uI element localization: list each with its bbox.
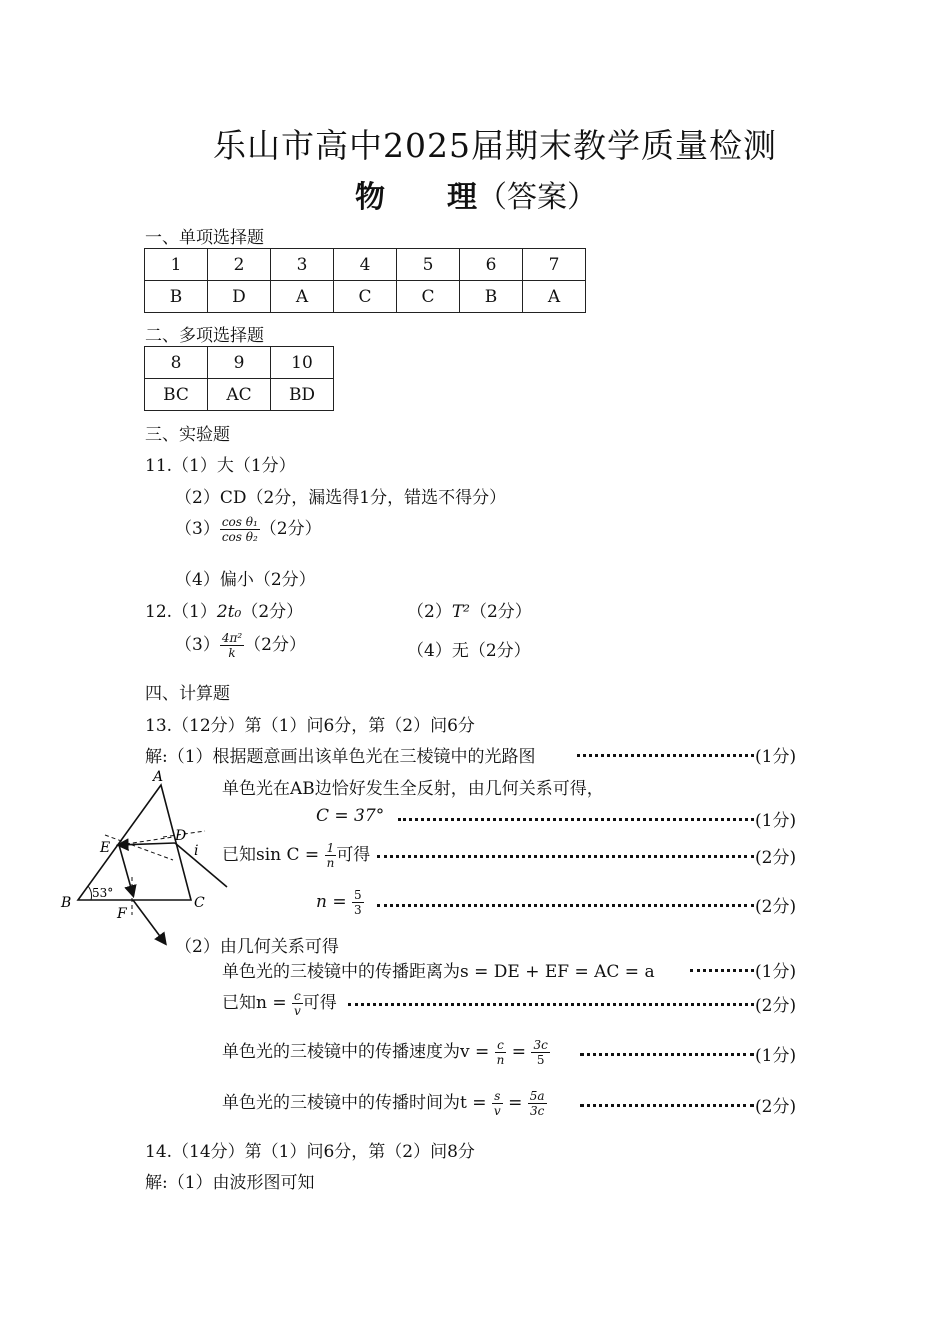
q13-line8-prefix: 已知n = bbox=[222, 993, 293, 1013]
leader-dots bbox=[577, 754, 754, 757]
q13-line10 bbox=[222, 1088, 547, 1118]
fraction-denominator: 3 bbox=[354, 903, 362, 917]
leader-dots bbox=[580, 1104, 754, 1107]
q12-part2-math: T² bbox=[451, 602, 470, 622]
leader-dots bbox=[580, 1053, 754, 1056]
q13-line10-prefix: 单色光的三棱镜中的传播时间为t = bbox=[222, 1093, 492, 1113]
score-label: (1分) bbox=[755, 962, 797, 982]
table-cell: 8 bbox=[145, 347, 208, 379]
subject-note: （答案） bbox=[477, 180, 597, 215]
section3-heading: 三、实验题 bbox=[145, 425, 230, 445]
label-c: C bbox=[194, 895, 205, 911]
single-choice-table bbox=[144, 248, 586, 313]
leader-dots bbox=[377, 904, 754, 907]
q13-line1: 解:（1）根据题意画出该单色光在三棱镜中的光路图 bbox=[145, 747, 536, 767]
label-b: B bbox=[61, 895, 72, 911]
page-title: 乐山市高中2025届期末教学质量检测 bbox=[213, 126, 777, 165]
label-e: E bbox=[100, 840, 111, 856]
table-cell: 9 bbox=[208, 347, 271, 379]
table-cell: 4 bbox=[334, 249, 397, 281]
q13-line5 bbox=[316, 888, 364, 917]
table-cell: 5 bbox=[397, 249, 460, 281]
q13-line5-prefix: n = bbox=[316, 892, 353, 912]
label-f: F bbox=[117, 906, 127, 922]
q13-line5-fraction bbox=[352, 888, 364, 917]
section1-heading: 一、单项选择题 bbox=[145, 228, 264, 248]
label-d: D bbox=[175, 828, 187, 844]
q13-line8-fraction bbox=[292, 989, 303, 1018]
q11-part3-fraction bbox=[220, 515, 260, 544]
q12-part2-prefix: （2） bbox=[407, 602, 452, 622]
q12-part3-prefix: （3） bbox=[175, 635, 220, 655]
fraction-denominator: n bbox=[496, 1053, 505, 1067]
table-cell: A bbox=[523, 281, 586, 313]
label-i: i bbox=[194, 843, 199, 859]
q11-part2: （2）CD（2分，漏选得1分，错选不得分） bbox=[175, 488, 507, 508]
multi-choice-table bbox=[144, 346, 334, 411]
score-label: (1分) bbox=[755, 1046, 797, 1066]
reflected-ray bbox=[119, 845, 133, 895]
q14-line1: 解:（1）由波形图可知 bbox=[145, 1173, 315, 1193]
table-cell: B bbox=[145, 281, 208, 313]
table-cell: AC bbox=[208, 379, 271, 411]
fraction-denominator: n bbox=[326, 856, 335, 870]
angle-arc bbox=[88, 886, 92, 900]
score-label: (2分) bbox=[755, 1097, 797, 1117]
q11-part3-prefix: （3） bbox=[175, 519, 220, 539]
q12-part1-math: 2t₀ bbox=[216, 602, 242, 622]
score-label: (1分) bbox=[755, 747, 797, 767]
label-a: A bbox=[153, 769, 164, 785]
q13-line8-suffix: 可得 bbox=[302, 993, 337, 1013]
q13-line3: C = 37° bbox=[316, 806, 385, 826]
table-cell: A bbox=[271, 281, 334, 313]
q12-part3-fraction bbox=[220, 631, 244, 660]
score-label: (1分) bbox=[755, 811, 797, 831]
score-label: (2分) bbox=[755, 848, 797, 868]
q13-line4-fraction bbox=[325, 841, 337, 870]
incident-ray bbox=[175, 843, 227, 887]
q14-heading: 14.（14分）第（1）问6分，第（2）问8分 bbox=[145, 1142, 475, 1162]
table-row bbox=[145, 281, 586, 313]
fraction-denominator: 3c bbox=[529, 1104, 545, 1118]
q11-part3-suffix: （2分） bbox=[259, 519, 322, 539]
q12-part2-suffix: （2分） bbox=[469, 602, 532, 622]
q13-line9-prefix: 单色光的三棱镜中的传播速度为v = bbox=[222, 1042, 495, 1062]
table-cell: C bbox=[334, 281, 397, 313]
q13-line9-fraction bbox=[495, 1038, 507, 1067]
q13-line7: 单色光的三棱镜中的传播距离为s = DE + EF = AC = a bbox=[222, 962, 655, 982]
q12-part3 bbox=[175, 630, 306, 660]
table-cell: B bbox=[460, 281, 523, 313]
q13-line4-prefix: 已知sin C = bbox=[222, 845, 325, 865]
q11-part1: 11.（1）大（1分） bbox=[145, 456, 296, 476]
q12-part1-suffix: （2分） bbox=[241, 602, 304, 622]
page-subtitle bbox=[355, 172, 597, 216]
fraction-numerator: c bbox=[292, 989, 303, 1004]
angle-label: 53° bbox=[92, 886, 114, 900]
equals-sign: = bbox=[506, 1042, 532, 1062]
score-label: (2分) bbox=[755, 897, 797, 917]
fraction-numerator: cos θ₁ bbox=[221, 515, 258, 529]
prism-diagram bbox=[55, 765, 235, 950]
table-cell: 3 bbox=[271, 249, 334, 281]
table-cell: D bbox=[208, 281, 271, 313]
table-cell: BD bbox=[271, 379, 334, 411]
section4-heading: 四、计算题 bbox=[145, 684, 230, 704]
table-row bbox=[145, 249, 586, 281]
table-cell: BC bbox=[145, 379, 208, 411]
q12-part3-suffix: （2分） bbox=[244, 635, 306, 655]
exit-ray bbox=[133, 900, 165, 943]
fraction-numerator: s bbox=[492, 1089, 503, 1104]
fraction-denominator: cos θ₂ bbox=[221, 530, 258, 544]
q13-line10-fraction bbox=[492, 1089, 503, 1118]
leader-dots bbox=[398, 818, 754, 821]
q13-heading: 13.（12分）第（1）问6分，第（2）问6分 bbox=[145, 716, 475, 736]
table-cell: C bbox=[397, 281, 460, 313]
score-label: (2分) bbox=[755, 996, 797, 1016]
q12-part2 bbox=[407, 597, 532, 622]
leader-dots bbox=[690, 969, 754, 972]
table-cell: 7 bbox=[523, 249, 586, 281]
q13-line4 bbox=[222, 840, 370, 870]
fraction-denominator: v bbox=[294, 1004, 301, 1018]
q11-part4: （4）偏小（2分） bbox=[175, 570, 316, 590]
subject-char-1: 物 bbox=[355, 180, 385, 215]
leader-dots bbox=[348, 1003, 754, 1006]
subject-char-2: 理 bbox=[447, 180, 477, 215]
q13-line4-suffix: 可得 bbox=[336, 845, 371, 865]
q11-part3 bbox=[175, 514, 322, 544]
q12-part1 bbox=[145, 597, 303, 622]
leader-dots bbox=[377, 855, 754, 858]
q13-line6: （2）由几何关系可得 bbox=[175, 937, 339, 957]
table-row bbox=[145, 379, 334, 411]
fraction-denominator: k bbox=[228, 646, 236, 660]
table-cell: 6 bbox=[460, 249, 523, 281]
fraction-numerator: 4π² bbox=[221, 631, 243, 645]
fraction-numerator: c bbox=[495, 1038, 507, 1053]
table-row bbox=[145, 347, 334, 379]
table-cell: 10 bbox=[271, 347, 334, 379]
section2-heading: 二、多项选择题 bbox=[145, 326, 264, 346]
fraction-numerator: 1 bbox=[325, 841, 337, 856]
equals-sign: = bbox=[502, 1093, 528, 1113]
fraction-denominator: 5 bbox=[536, 1053, 545, 1067]
q13-line8 bbox=[222, 988, 337, 1018]
q12-part1-prefix: 12.（1） bbox=[145, 602, 217, 622]
fraction-numerator: 3c bbox=[533, 1038, 548, 1052]
table-cell: 1 bbox=[145, 249, 208, 281]
fraction-numerator: 5a bbox=[529, 1089, 545, 1103]
q13-line10-fraction-2 bbox=[528, 1089, 547, 1118]
table-cell: 2 bbox=[208, 249, 271, 281]
q13-line9-fraction-2 bbox=[531, 1038, 549, 1067]
q13-line2: 单色光在AB边恰好发生全反射，由几何关系可得， bbox=[222, 779, 604, 799]
fraction-denominator: v bbox=[493, 1104, 501, 1118]
fraction-numerator: 5 bbox=[354, 888, 362, 902]
q12-part4: （4）无（2分） bbox=[407, 641, 531, 661]
q13-line9 bbox=[222, 1037, 550, 1067]
